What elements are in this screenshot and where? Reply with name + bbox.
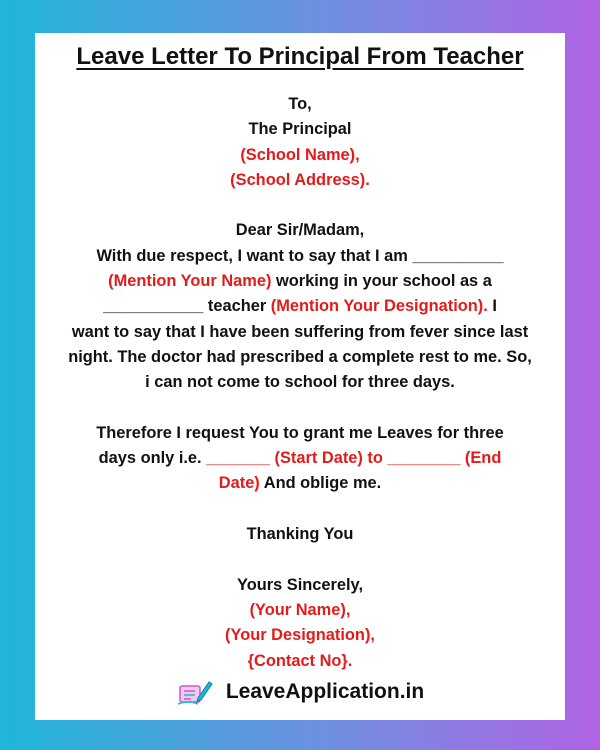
body1-line2: working in your school as a bbox=[271, 272, 492, 291]
recipient-line: The Principal bbox=[248, 120, 352, 139]
footer-brand bbox=[35, 678, 565, 706]
body1-rest: want to say that I have been suffering from fever since last night. The doctor had prescribed a complete rest to me. So, i can not come to school for three days. bbox=[68, 322, 532, 392]
your-designation-placeholder: (Your Designation), bbox=[225, 626, 375, 645]
thanks-line: Thanking You bbox=[246, 525, 354, 544]
body1-blank: ___________ teacher bbox=[103, 297, 271, 316]
body1-line1: With due respect, I want to say that I am __________ bbox=[96, 246, 504, 265]
letter-card bbox=[35, 33, 565, 720]
closing-line: Yours Sincerely, bbox=[236, 575, 364, 594]
body2-suffix: And oblige me. bbox=[259, 474, 382, 493]
page-title: Leave Letter To Principal From Teacher bbox=[76, 43, 524, 70]
document-pen-icon bbox=[176, 678, 214, 706]
name-placeholder: (Mention Your Name) bbox=[108, 272, 272, 291]
designation-placeholder: (Mention Your Designation). bbox=[270, 297, 488, 316]
school-name-placeholder: (School Name), bbox=[240, 145, 360, 164]
salutation: Dear Sir/Madam, bbox=[235, 221, 365, 240]
brand-name: LeaveApplication.in bbox=[225, 680, 425, 703]
body2-line1: Therefore I request You to grant me Leaves for three bbox=[96, 423, 504, 442]
body2-prefix: days only i.e. bbox=[98, 449, 207, 468]
school-address-placeholder: (School Address). bbox=[230, 170, 370, 189]
start-date-placeholder: _______ (Start Date) to ________ (End bbox=[206, 449, 502, 468]
to-line: To, bbox=[288, 95, 312, 113]
body-paragraph-2 bbox=[35, 421, 565, 497]
body-paragraph-1 bbox=[35, 244, 565, 396]
letter-body bbox=[35, 92, 565, 674]
body1-line3: I bbox=[487, 297, 497, 316]
contact-placeholder: {Contact No}. bbox=[247, 651, 353, 670]
end-date-placeholder: Date) bbox=[218, 474, 260, 493]
your-name-placeholder: (Your Name), bbox=[249, 600, 351, 619]
